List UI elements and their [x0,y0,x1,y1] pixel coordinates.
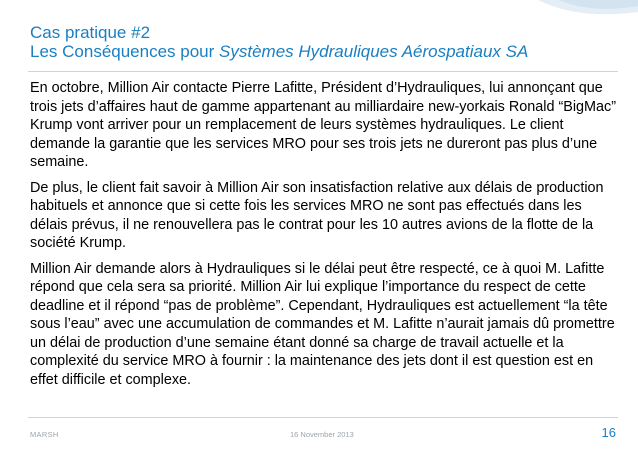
header-divider [28,71,618,72]
slide-header [30,23,618,61]
subtitle-prefix: Les Conséquences pour [30,42,220,61]
paragraph-3: Million Air demande alors à Hydrauliques si le délai peut être respecté, ce à quoi M. Lafitte répond que cela sera sa priorité. Million Air lui explique l’importance du respect de cette deadline et il répond “pas de problème”. Cependant, Hydrauliques est actuellement “la tête sous l’eau” avec une accumulation de commandes et M. Lafitte n’aurait jamais dû promettre un délai de production d’une semaine étant donné sa charge de travail actuelle et la complexité du service MRO à fournir : la maintenance des jets dont il est question est en effet difficile et complexe. [30,260,615,388]
subtitle-company: Systèmes Hydrauliques Aérospatiaux SA [219,42,529,61]
slide-body [30,79,620,396]
footer-date: 16 November 2013 [290,430,354,439]
footer-brand: MARSH [30,430,59,439]
footer-divider [28,417,618,418]
corner-decoration [538,0,638,20]
slide-title: Cas pratique #2 [30,23,151,42]
slide-footer [30,425,616,445]
page-number: 16 [601,425,616,440]
paragraph-2: De plus, le client fait savoir à Million Air son insatisfaction relative aux délais de production habituels et annonce que si cette fois les services MRO ne sont pas effectués dans les délais prévus, il ne renouvellera pas le contrat pour les 10 autres avions de la flotte de la société Krump. [30,179,604,251]
paragraph-1: En octobre, Million Air contacte Pierre Lafitte, Président d’Hydrauliques, lui annonçant que trois jets d’affaires haut de gamme appartenant au milliardaire new-yorkais Ronald “BigMac” Krump vont arriver pour un remplacement de leurs systèmes hydrauliques. Le client demande la garantie que les services MRO pour ses trois jets ne dureront pas plus d’une semaine. [30,80,617,170]
slide-subtitle [30,42,618,61]
